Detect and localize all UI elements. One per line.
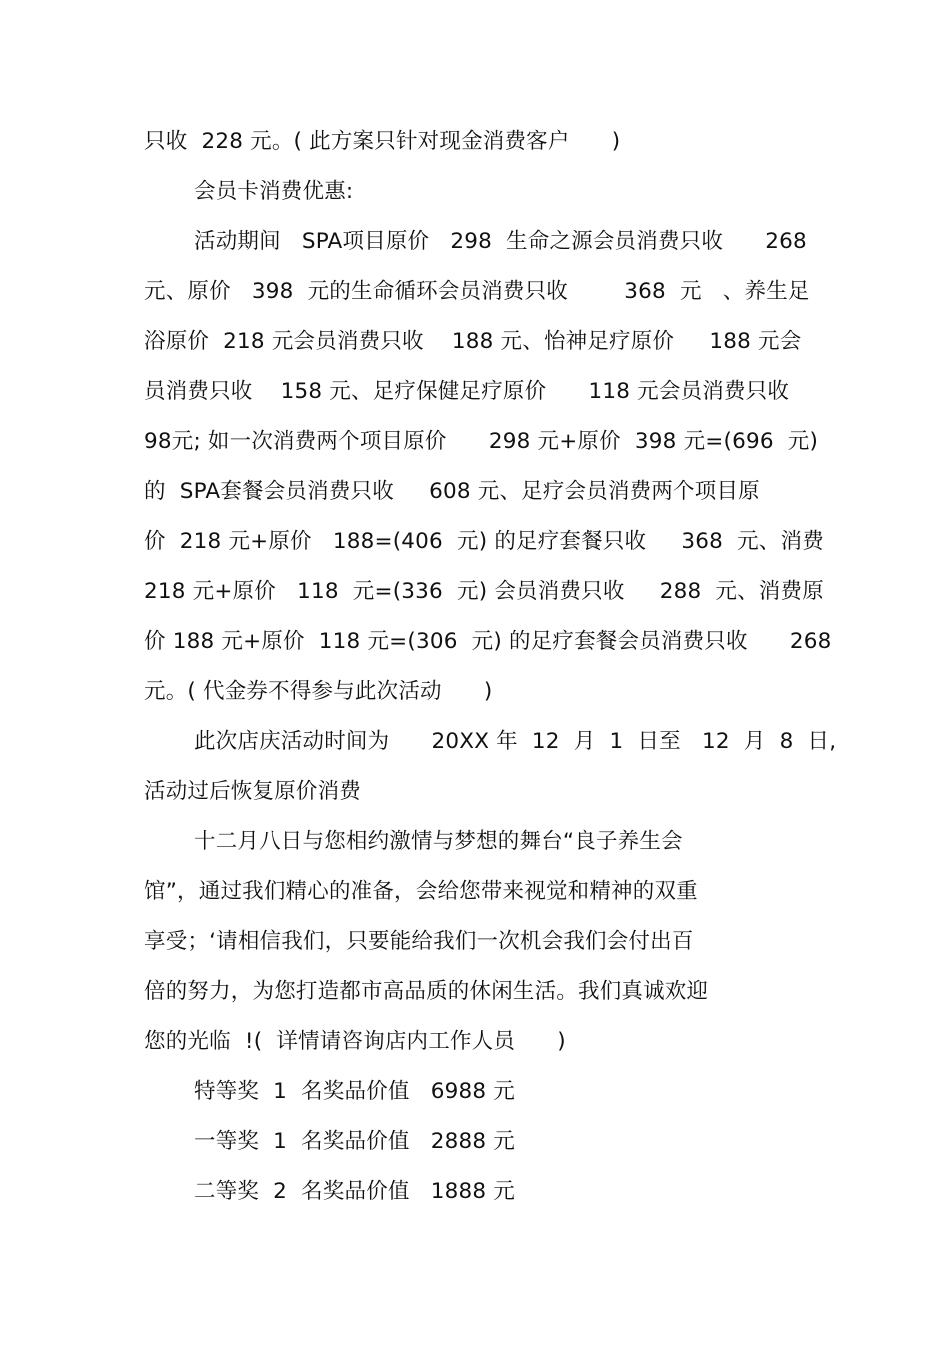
text-line: 活动过后恢复原价消费: [144, 779, 362, 804]
text-line: 元、原价 398 元的生命循环会员消费只收 368 元 、养生足: [144, 279, 810, 304]
text-line: 价 188 元+原价 118 元=(306 元) 的足疗套餐会员消费只收 268: [144, 629, 832, 654]
prize-line: 特等奖 1 名奖品价值 6988 元: [194, 1079, 515, 1104]
prize-line: 一等奖 1 名奖品价值 2888 元: [194, 1129, 515, 1154]
text-line: 倍的努力，为您打造都市高品质的休闲生活。我们真诚欢迎: [144, 979, 709, 1004]
prize-line: 二等奖 2 名奖品价值 1888 元: [194, 1179, 515, 1204]
text-line: 价 218 元+原价 188=(406 元) 的足疗套餐只收 368 元、消费: [144, 529, 824, 554]
text-line: 218 元+原价 118 元=(336 元) 会员消费只收 288 元、消费原: [144, 579, 824, 604]
text-line: 馆”，通过我们精心的准备，会给您带来视觉和精神的双重: [144, 879, 698, 904]
text-line: 只收 228 元。( 此方案只针对现金消费客户 ): [144, 129, 621, 154]
text-line: 浴原价 218 元会员消费只收 188 元、怡神足疗原价 188 元会: [144, 329, 802, 354]
text-line: 活动期间 SPA项目原价 298 生命之源会员消费只收 268: [194, 229, 807, 254]
text-line: 享受；‘请相信我们，只要能给我们一次机会我们会付出百: [144, 929, 694, 954]
text-line: 员消费只收 158 元、足疗保健足疗原价 118 元会员消费只收: [144, 379, 790, 404]
text-line: 元。( 代金券不得参与此次活动 ): [144, 679, 493, 704]
text-line: 十二月八日与您相约激情与梦想的舞台“良子养生会: [194, 829, 683, 854]
text-line: 98元; 如一次消费两个项目原价 298 元+原价 398 元=(696 元): [144, 429, 819, 454]
text-line: 的 SPA套餐会员消费只收 608 元、足疗会员消费两个项目原: [144, 479, 760, 504]
text-line: 您的光临 !( 详情请咨询店内工作人员 ): [144, 1029, 566, 1054]
text-line: 此次店庆活动时间为 20XX 年 12 月 1 日至 12 月 8 日,: [194, 729, 837, 754]
section-heading: 会员卡消费优惠:: [194, 179, 354, 204]
